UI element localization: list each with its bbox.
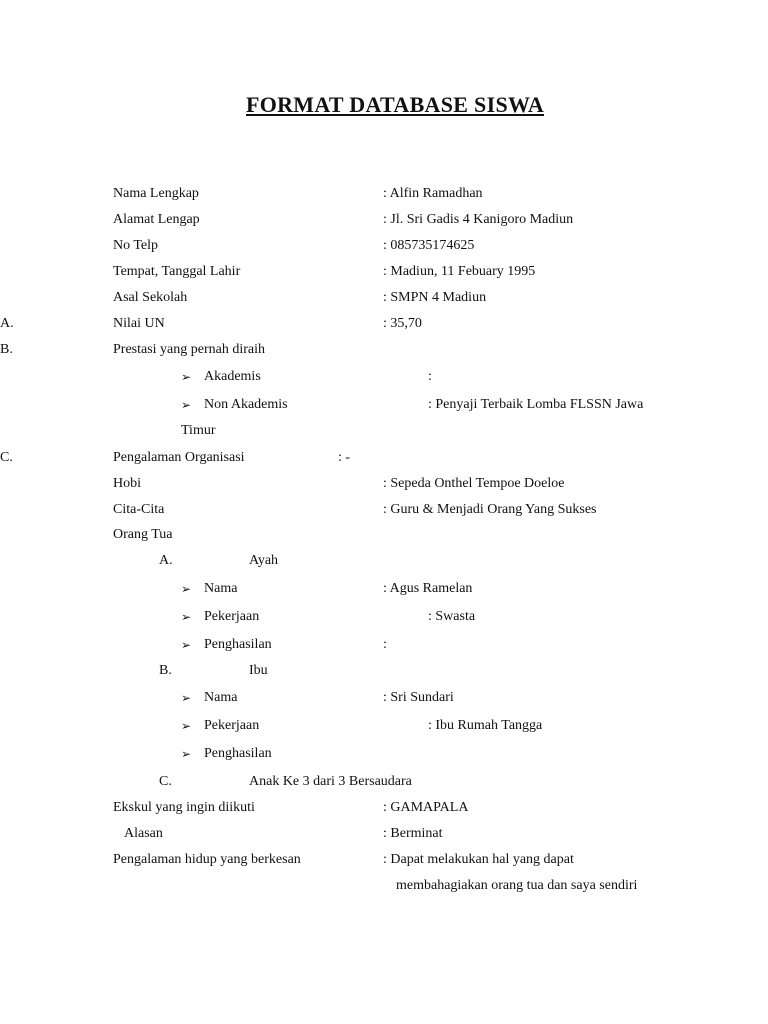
list-marker-c: C. [0,450,13,465]
nama-value: : Alfin Ramadhan [383,186,483,201]
ttl-label: Tempat, Tanggal Lahir [113,264,241,279]
alasan-label: Alasan [124,826,163,841]
ayah-hasil-label: Penghasilan [204,637,272,652]
nonakademis-value: : Penyaji Terbaik Lomba FLSSN Jawa [428,397,644,412]
ortu-label: Orang Tua [113,527,173,542]
ibu-kerja-label: Pekerjaan [204,718,260,733]
hobi-label: Hobi [113,476,141,491]
ibu-hasil-label: Penghasilan [204,746,272,761]
ayah-marker: A. [159,553,173,568]
ayah-kerja-label: Pekerjaan [204,609,260,624]
akademis-label: Akademis [204,369,261,384]
list-marker-a: A. [0,316,14,331]
ayah-label: Ayah [249,553,279,568]
alamat-label: Alamat Lengap [113,212,200,227]
document-title: FORMAT DATABASE SISWA [245,92,545,117]
hobi-value: : Sepeda Onthel Tempoe Doeloe [383,476,565,491]
telp-label: No Telp [113,238,159,253]
ayah-nama-label: Nama [204,581,238,596]
ayah-nama-value: : Agus Ramelan [383,581,473,596]
cita-value: : Guru & Menjadi Orang Yang Sukses [383,502,597,517]
pengalaman-label: Pengalaman hidup yang berkesan [113,852,301,867]
ttl-value: : Madiun, 11 Febuary 1995 [383,264,536,279]
ibu-nama-value: : Sri Sundari [383,690,454,705]
ayah-hasil-value: : [383,637,387,652]
nama-label: Nama Lengkap [113,186,199,201]
organisasi-label: Pengalaman Organisasi [113,450,245,465]
akademis-value: : [428,369,432,384]
prestasi-label: Prestasi yang pernah diraih [113,342,266,357]
ibu-label: Ibu [249,663,268,678]
arrow-bullet-icon: ➢ [181,370,192,384]
sekolah-value: : SMPN 4 Madiun [383,290,487,305]
nilai-label: Nilai UN [113,316,165,331]
anak-text: Anak Ke 3 dari 3 Bersaudara [249,774,412,789]
nilai-value: : 35,70 [383,316,422,331]
anak-marker: C. [159,774,172,789]
arrow-bullet-icon: ➢ [181,582,192,596]
ibu-kerja-value: : Ibu Rumah Tangga [428,718,543,733]
arrow-bullet-icon: ➢ [181,610,192,624]
ekskul-label: Ekskul yang ingin diikuti [113,800,255,815]
pengalaman-value: : Dapat melakukan hal yang dapat [383,852,574,867]
list-marker-b: B. [0,342,13,357]
organisasi-value: : - [338,450,351,465]
nonakademis-label: Non Akademis [204,397,288,412]
arrow-bullet-icon: ➢ [181,691,192,705]
nonakademis-continued: Timur [181,423,216,438]
alasan-value: : Berminat [383,826,443,841]
arrow-bullet-icon: ➢ [181,747,192,761]
arrow-bullet-icon: ➢ [181,638,192,652]
ibu-nama-label: Nama [204,690,238,705]
ayah-kerja-value: : Swasta [428,609,476,624]
arrow-bullet-icon: ➢ [181,398,192,412]
ibu-marker: B. [159,663,172,678]
pengalaman-continued: membahagiakan orang tua dan saya sendiri [396,878,638,893]
sekolah-label: Asal Sekolah [113,290,188,305]
ekskul-value: : GAMAPALA [383,800,469,815]
alamat-value: : Jl. Sri Gadis 4 Kanigoro Madiun [383,212,574,227]
arrow-bullet-icon: ➢ [181,719,192,733]
cita-label: Cita-Cita [113,502,165,517]
telp-value: : 085735174625 [383,238,475,253]
